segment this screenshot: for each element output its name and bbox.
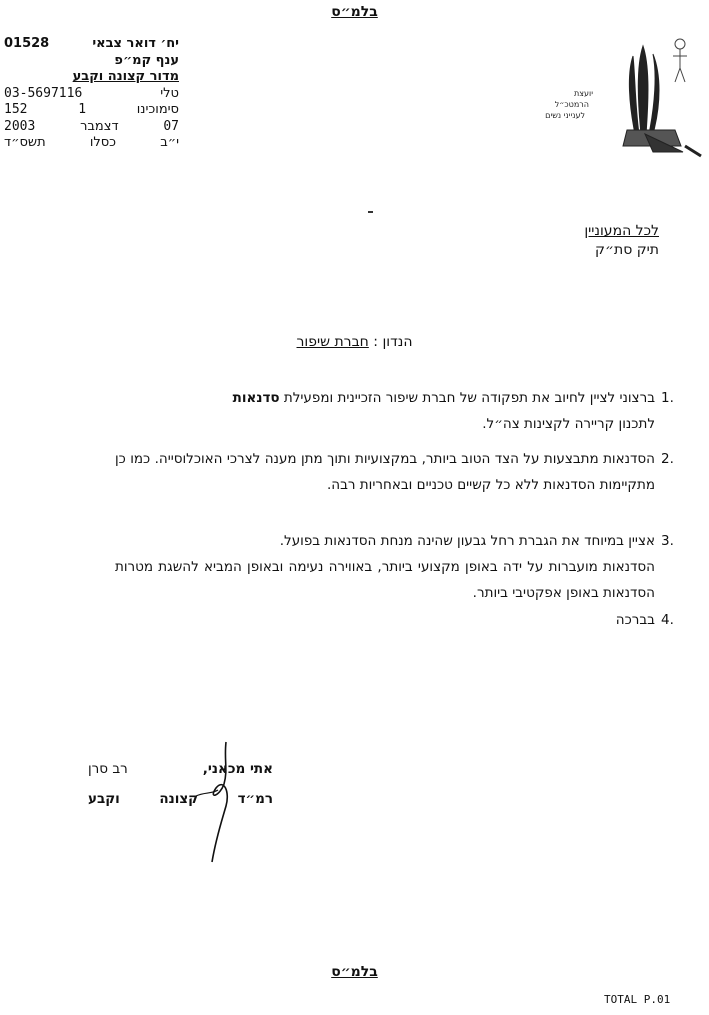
subject-text: חברת שיפור xyxy=(296,334,369,350)
paragraph-number: 3. xyxy=(661,533,674,549)
paragraph-number: 4. xyxy=(661,612,674,628)
signatory-role: רמ״ד קצונה וקבע xyxy=(88,791,273,807)
logo-text-line-1: יועצת xyxy=(574,89,593,98)
subject-line xyxy=(0,334,709,350)
logo-text-line-2: הרמטכ״ל xyxy=(554,100,589,109)
paragraph-1-line-1: ברצוני לציין לחיוב את תפקודה של חברת שיפור הזכיינית ומפעילת סדנאות xyxy=(232,390,655,406)
header-row-section: מדור קצונה וקבע xyxy=(72,69,179,84)
header-row-date-hebrew: י״ב כסלו תשס״ד xyxy=(4,135,179,150)
idf-unit-emblem-icon xyxy=(545,34,703,164)
paragraph-2 xyxy=(115,446,674,498)
paragraph-1-line-2: לתכנון קריירה לקצינות צה״ל. xyxy=(482,416,655,432)
classification-bottom: בלמ״ס xyxy=(331,964,378,980)
signature-block xyxy=(88,754,273,814)
fax-page-total: TOTAL P.01 xyxy=(604,993,671,1006)
classification-top: בלמ״ס xyxy=(331,4,378,20)
paragraph-2-text: הסדנאות מתבצעות על הצד הטוב ביותר, במקצועיות ותוך מתן מענה לצרכי האוכלוסייה. כמו כן מתקיימות הסדנאות ללא כל קשיים טכניים ובאחריות רבה. xyxy=(115,451,655,493)
scan-artifact xyxy=(368,211,373,213)
subject-prefix: הנדון : xyxy=(373,334,413,350)
recipient-line-1: לכל המעוניין xyxy=(584,223,659,239)
header-row-unit: יח׳ דואר צבאי 01528 xyxy=(4,36,179,51)
paragraph-4 xyxy=(115,607,674,633)
signatory-name-rank: אתי מכאני, רב סרן xyxy=(88,761,273,777)
paragraph-number: 1. xyxy=(661,390,674,406)
paragraph-3-rest: הסדנאות מועברות על ידה באופן מקצועי ביותר, באווירה נעימה ובאופן המביא להשגת מטרות הסדנאות באופן אפקטיבי ביותר. xyxy=(115,559,655,601)
paragraph-3 xyxy=(115,528,674,606)
closing-greeting: בברכה xyxy=(615,612,655,628)
recipient-line-2: תיק סת״ק xyxy=(595,242,659,258)
paragraph-number: 2. xyxy=(661,451,674,467)
logo-text-line-3: לענייני נשים xyxy=(545,111,585,120)
paragraph-3-line-1: אציין במיוחד את הגברת רחל גבעון שהינה מנחת הסדנאות בפועל. xyxy=(279,533,655,549)
recipients xyxy=(584,222,659,260)
letter-header xyxy=(4,36,179,152)
header-row-branch: ענף קמ״פ xyxy=(114,52,179,68)
header-row-phone: טלי 03-5697116 xyxy=(4,85,179,101)
header-row-date-gregorian: 07 דצמבר 2003 xyxy=(4,118,179,134)
paragraph-1 xyxy=(115,385,674,437)
header-row-reference: סימוכינו 1 152 xyxy=(4,102,179,117)
